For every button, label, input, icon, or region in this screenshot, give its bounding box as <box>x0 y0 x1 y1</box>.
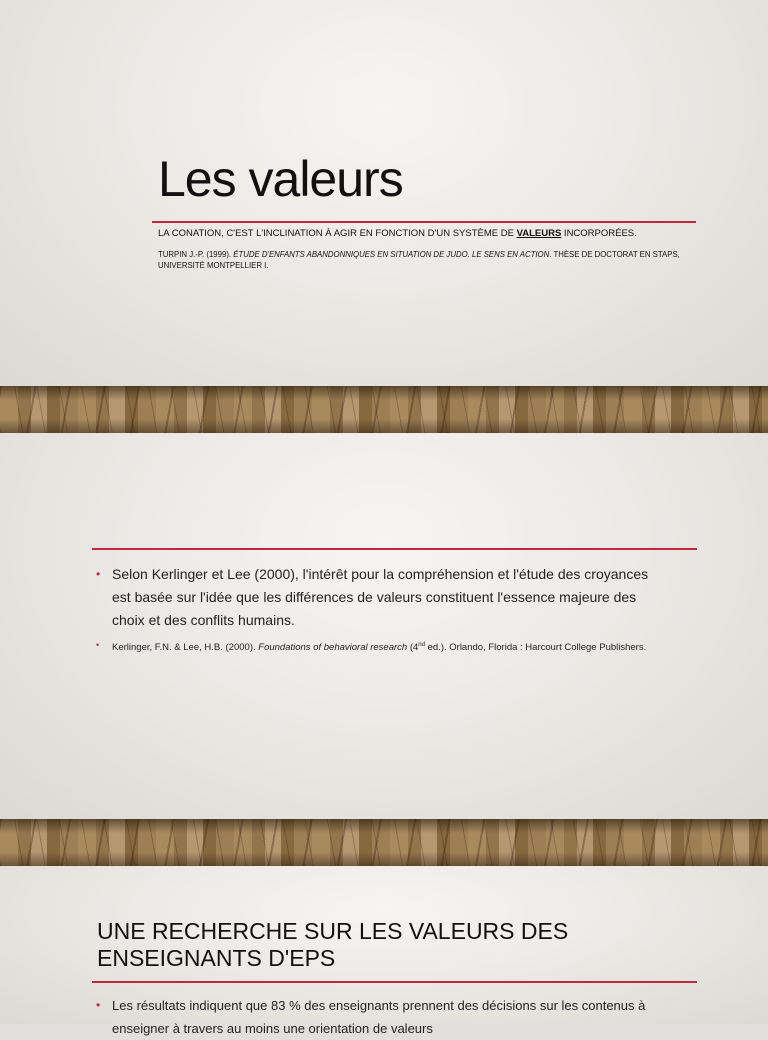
slide-2-ref-author: Kerlinger, F.N. & Lee, H.B. (2000). <box>112 642 259 654</box>
slide-1-reference-rest: . THÈSE DE DOCTORAT EN STAPS, UNIVERSITÉ MONTPELLIER I. <box>158 250 680 270</box>
slide-3-divider <box>92 981 697 983</box>
slide-1-subtitle-emphasis: VALEURS <box>516 228 562 239</box>
slide-1-subtitle-after: INCORPORÉES. <box>561 228 637 239</box>
slide-1-reference-author: TURPIN J.-P. (1999). <box>158 250 234 259</box>
slide-2-ref-rest: ed.). Orlando, Florida : Harcourt College Publishers. <box>424 642 647 654</box>
slide-2-ref-edition: (4 <box>407 642 419 654</box>
slide-3-bullet <box>94 994 664 1040</box>
slide-2-ref-title: Foundations of behavioral research <box>258 642 408 654</box>
slide-1-reference <box>158 249 688 271</box>
bullet-marker: • <box>96 567 101 581</box>
bullet-marker: • <box>96 640 100 650</box>
slide-1-subtitle <box>158 228 698 239</box>
slide-2-bullet <box>94 563 664 632</box>
slide-3-bullet-text: Les résultats indiquent que 83 % des enseignants prennent des décisions sur les contenus à enseigner à travers au moins une orientation de valeurs <box>112 998 646 1036</box>
slide-1-divider <box>152 221 696 223</box>
slide-2-divider <box>92 548 697 550</box>
slide-2-bullet-text: Selon Kerlinger et Lee (2000), l'intérêt pour la compréhension et l'étude des croyances est basée sur l'idée que les différences de valeurs constituent l'essence majeure des choix et des conflits humains. <box>112 566 649 628</box>
slide-1-subtitle-before: LA CONATION, C'EST L'INCLINATION À AGIR EN FONCTION D'UN SYSTÈME DE <box>158 228 517 239</box>
slide-3-title: UNE RECHERCHE SUR LES VALEURS DES ENSEIGNANTS D'EPS <box>97 918 569 971</box>
slide-2-bullet-list <box>94 563 664 655</box>
slide-2-reference <box>94 638 664 655</box>
slide-2-ref-edition-sup: nd <box>418 642 425 648</box>
wood-floor-separator-2 <box>0 819 768 866</box>
slide-3-bullet-list <box>94 994 664 1040</box>
slide-1 <box>0 0 768 386</box>
wood-floor-separator-1 <box>0 386 768 433</box>
slide-1-reference-title: ÉTUDE D'ENFANTS ABANDONNIQUES EN SITUATION DE JUDO. LE SENS EN ACTION <box>233 250 550 259</box>
slide-2 <box>0 433 768 819</box>
slide-1-title: Les valeurs <box>158 151 403 207</box>
bullet-marker: • <box>96 998 101 1012</box>
